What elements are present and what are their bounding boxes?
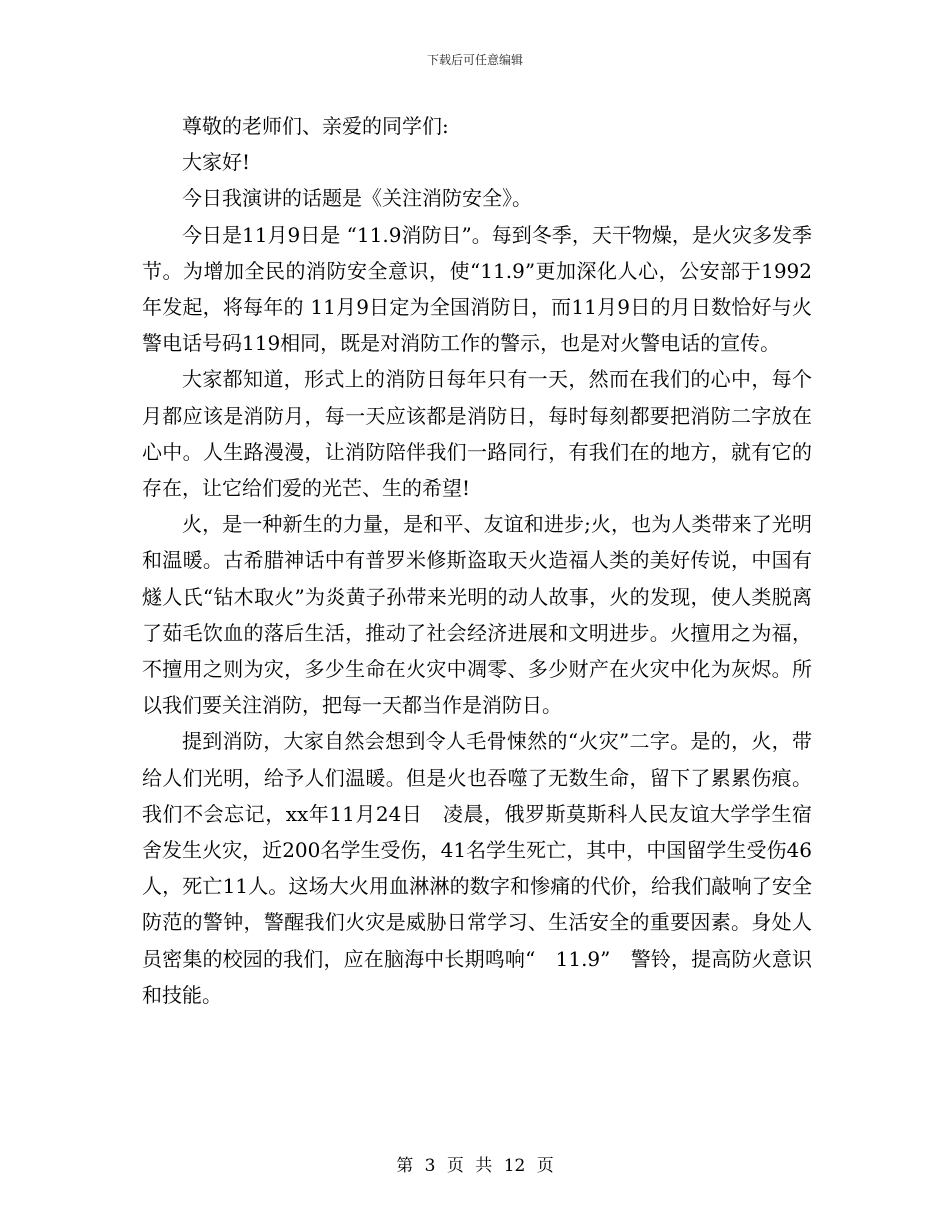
salutation: 尊敬的老师们、亲爱的同学们: — [182, 114, 449, 138]
speech-body — [142, 108, 812, 1013]
paragraph-fire-history: 火，是一种新生的力量，是和平、友谊和进步;火，也为人类带来了光明和温暖。古希腊神话中有普罗米修斯盗取天火造福人类的美好传说，中国有燧人氏“钻木取火”为炎黄子孙带来光明的动人故事，火的发现，使人类脱离了茹毛饮血的落后生活，推动了社会经济进展和文明进步。火擅用之为福，不擅用之则为灾，多少生命在火灾中凋零、多少财产在火灾中化为灰烬。所以我们要关注消防，把每一天都当作是消防日。 — [142, 512, 812, 718]
paragraph-fire-disaster: 提到消防，大家自然会想到令人毛骨悚然的“火灾”二字。是的，火，带给人们光明，给予人们温暖。但是火也吞噬了无数生命，留下了累累伤痕。我们不会忘记，xx年11月24日 凌晨，俄罗斯莫斯科人民友谊大学学生宿舍发生火灾，近200名学生受伤，41名学生死亡，其中，中国留学生受伤46人，死亡11人。这场大火用血淋淋的数字和惨痛的代价，给我们敲响了安全防范的警钟，警醒我们火灾是威胁日常学习、生活安全的重要因素。身处人员密集的校园的我们，应在脑海中长期鸣响“ 11.9” 警铃，提高防火意识和技能。 — [142, 729, 812, 1007]
page-header: 下载后可任意编辑 — [426, 53, 523, 67]
page-number: 第 3 页 共 12 页 — [396, 1156, 554, 1176]
greeting: 大家好! — [182, 150, 251, 175]
paragraph-every-day: 大家都知道，形式上的消防日每年只有一天，然而在我们的心中，每个月都应该是消防月，每一天应该都是消防日，每时每刻都要把消防二字放在心中。人生路漫漫，让消防陪伴我们一路同行，有我们在的地方，就有它的存在，让它给们爱的光芒、生的希望! — [142, 367, 812, 501]
speech-topic: 今日我演讲的话题是《关注消防安全》。 — [182, 186, 532, 211]
paragraph-fire-day: 今日是11月9日是 “11.9消防日”。每到冬季，天干物燥，是火灾多发季节。为增加全民的消防安全意识，使“11.9”更加深化人心，公安部于1992年发起，将每年的 11月9日定为全国消防日，而11月9日的月日数恰好与火警电话号码119相同，既是对消防工作的警示，也是对火警电话的宣传。 — [142, 222, 812, 356]
